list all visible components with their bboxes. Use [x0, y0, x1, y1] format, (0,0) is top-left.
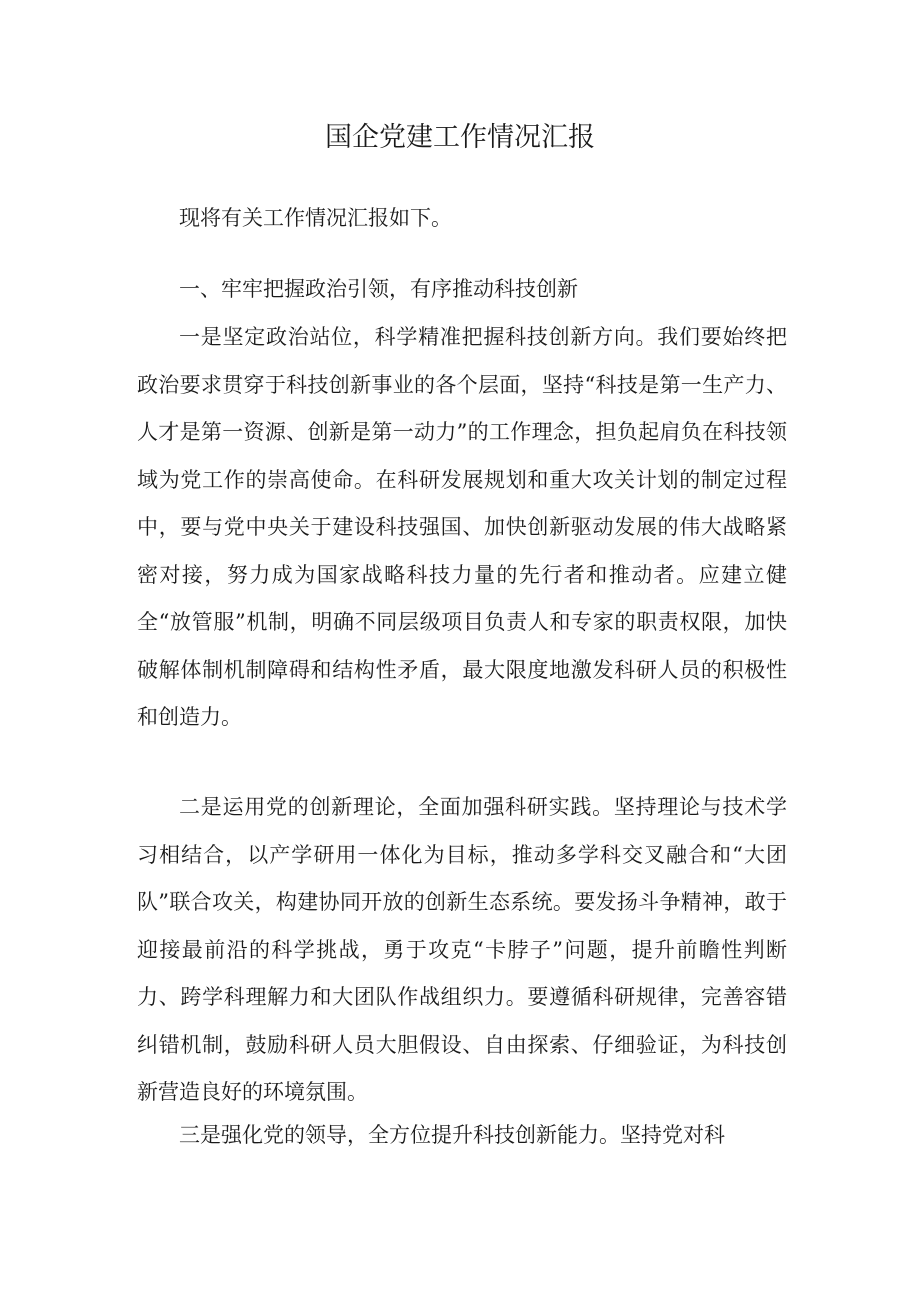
paragraph-point-1: 一是坚定政治站位，科学精准把握科技创新方向。我们要始终把政治要求贯穿于科技创新事业的各个层面，坚持“科技是第一生产力、人才是第一资源、创新是第一动力”的工作理念，担负起肩负在科技领域为党工作的崇高使命。在科研发展规划和重大攻关计划的制定过程中，要与党中央关于建设科技强国、加快创新驱动发展的伟大战略紧密对接，努力成为国家战略科技力量的先行者和推动者。应建立健全“放管服”机制，明确不同层级项目负责人和专家的职责权限，加快破解体制机制障碍和结构性矛盾，最大限度地激发科研人员的积极性和创造力。: [137, 325, 787, 729]
intro-paragraph: 现将有关工作情况汇报如下。: [179, 206, 452, 230]
section-heading-1: 一、牢牢把握政治引领，有序推动科技创新: [179, 277, 578, 301]
document-title: 国企党建工作情况汇报: [325, 122, 595, 153]
paragraph-point-2: 二是运用党的创新理论，全面加强科研实践。坚持理论与技术学习相结合，以产学研用一体化为目标，推动多学科交叉融合和“大团队”联合攻关，构建协同开放的创新生态系统。要发扬斗争精神，敢于迎接最前沿的科学挑战，勇于攻克“卡脖子”问题，提升前瞻性判断力、跨学科理解力和大团队作战组织力。要遵循科研规律，完善容错纠错机制，鼓励科研人员大胆假设、自由探索、仔细验证，为科技创新营造良好的环境氛围。: [137, 795, 787, 1104]
paragraph-point-3: 三是强化党的领导，全方位提升科技创新能力。坚持党对科: [179, 1123, 725, 1147]
